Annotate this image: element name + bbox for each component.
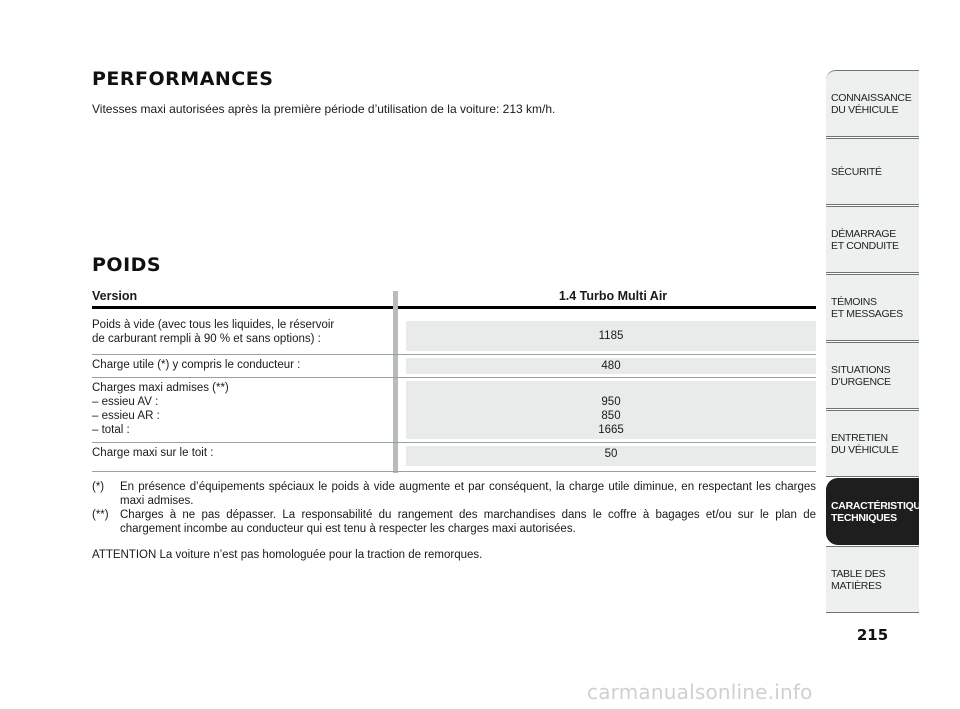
- tab-securite[interactable]: [826, 138, 919, 205]
- table-bottom-rule: [92, 471, 816, 472]
- chapter-tabs: [826, 70, 935, 614]
- footnote-text: Charges à ne pas dépasser. La responsabilité du rangement des marchandises dans le coffre à bagages et/ou sur le plan de chargement incombe au conducteur qui est tenu à respecter les charges maxi autorisées.: [120, 509, 816, 535]
- value-total: 1665: [598, 424, 624, 436]
- value: 50: [604, 448, 618, 460]
- tab-caracteristiques[interactable]: [826, 478, 935, 545]
- row-value-max-loads: [406, 381, 816, 439]
- row-value-roof-load: [406, 446, 816, 466]
- tab-situations[interactable]: [826, 342, 919, 409]
- table-row: [92, 378, 816, 443]
- watermark: carmanualsonline.info: [587, 680, 813, 704]
- value-rear-axle: 850: [601, 410, 621, 422]
- tab-label: SÉCURITÉ: [831, 165, 882, 178]
- value: 480: [601, 360, 621, 372]
- page-number: 215: [856, 626, 889, 644]
- attention-note: ATTENTION La voiture n’est pas homologuée pour la traction de remorques.: [92, 549, 483, 561]
- tab-label: SITUATIONS D’URGENCE: [831, 363, 891, 388]
- table-header: [92, 288, 816, 309]
- row-label-roof-load: Charge maxi sur le toit :: [92, 447, 214, 459]
- tab-demarrage[interactable]: [826, 206, 919, 273]
- performances-title: PERFORMANCES: [92, 68, 274, 90]
- tab-label: CARACTÉRISTIQUES TECHNIQUES: [831, 499, 935, 524]
- tab-label: TÉMOINS ET MESSAGES: [831, 295, 903, 320]
- header-version: Version: [92, 289, 138, 303]
- row-value-empty-weight: [406, 321, 816, 351]
- tab-label: DÉMARRAGE ET CONDUITE: [831, 227, 899, 252]
- value: 1185: [598, 330, 624, 342]
- tab-label: CONNAISSANCE DU VÉHICULE: [831, 91, 912, 116]
- footnote-text: En présence d’équipements spéciaux le poids à vide augmente et par conséquent, la charge utile diminue, en respectant les charges maxi admises.: [120, 481, 816, 507]
- tab-connaissance[interactable]: [826, 70, 919, 137]
- footnote-mark: (**): [92, 509, 109, 521]
- poids-title: POIDS: [92, 254, 162, 276]
- tab-label: TABLE DES MATIÈRES: [831, 567, 886, 592]
- footnotes: [92, 480, 816, 536]
- table-row: [92, 443, 816, 469]
- row-label-payload: Charge utile (*) y compris le conducteur :: [92, 359, 301, 371]
- header-model: 1.4 Turbo Multi Air: [558, 289, 668, 303]
- row-label-empty-weight: Poids à vide (avec tous les liquides, le réservoir de carburant rempli à 90 % et sans options) :: [92, 319, 335, 345]
- footnote-mark: (*): [92, 481, 105, 493]
- tab-entretien[interactable]: [826, 410, 919, 477]
- row-label-max-loads: Charges maxi admises (**) – essieu AV : – essieu AR : – total :: [92, 382, 229, 436]
- tab-temoins[interactable]: [826, 274, 919, 341]
- footnote: [92, 508, 816, 536]
- tab-table-matieres[interactable]: [826, 546, 919, 613]
- table-row: [92, 318, 816, 355]
- value-front-axle: 950: [601, 396, 621, 408]
- performances-intro: Vitesses maxi autorisées après la première période d’utilisation de la voiture: 213 km/h.: [92, 102, 556, 116]
- row-value-payload: [406, 358, 816, 374]
- tab-label: ENTRETIEN DU VÉHICULE: [831, 431, 899, 456]
- weights-table: [92, 288, 816, 469]
- table-row: [92, 355, 816, 378]
- footnote: [92, 480, 816, 508]
